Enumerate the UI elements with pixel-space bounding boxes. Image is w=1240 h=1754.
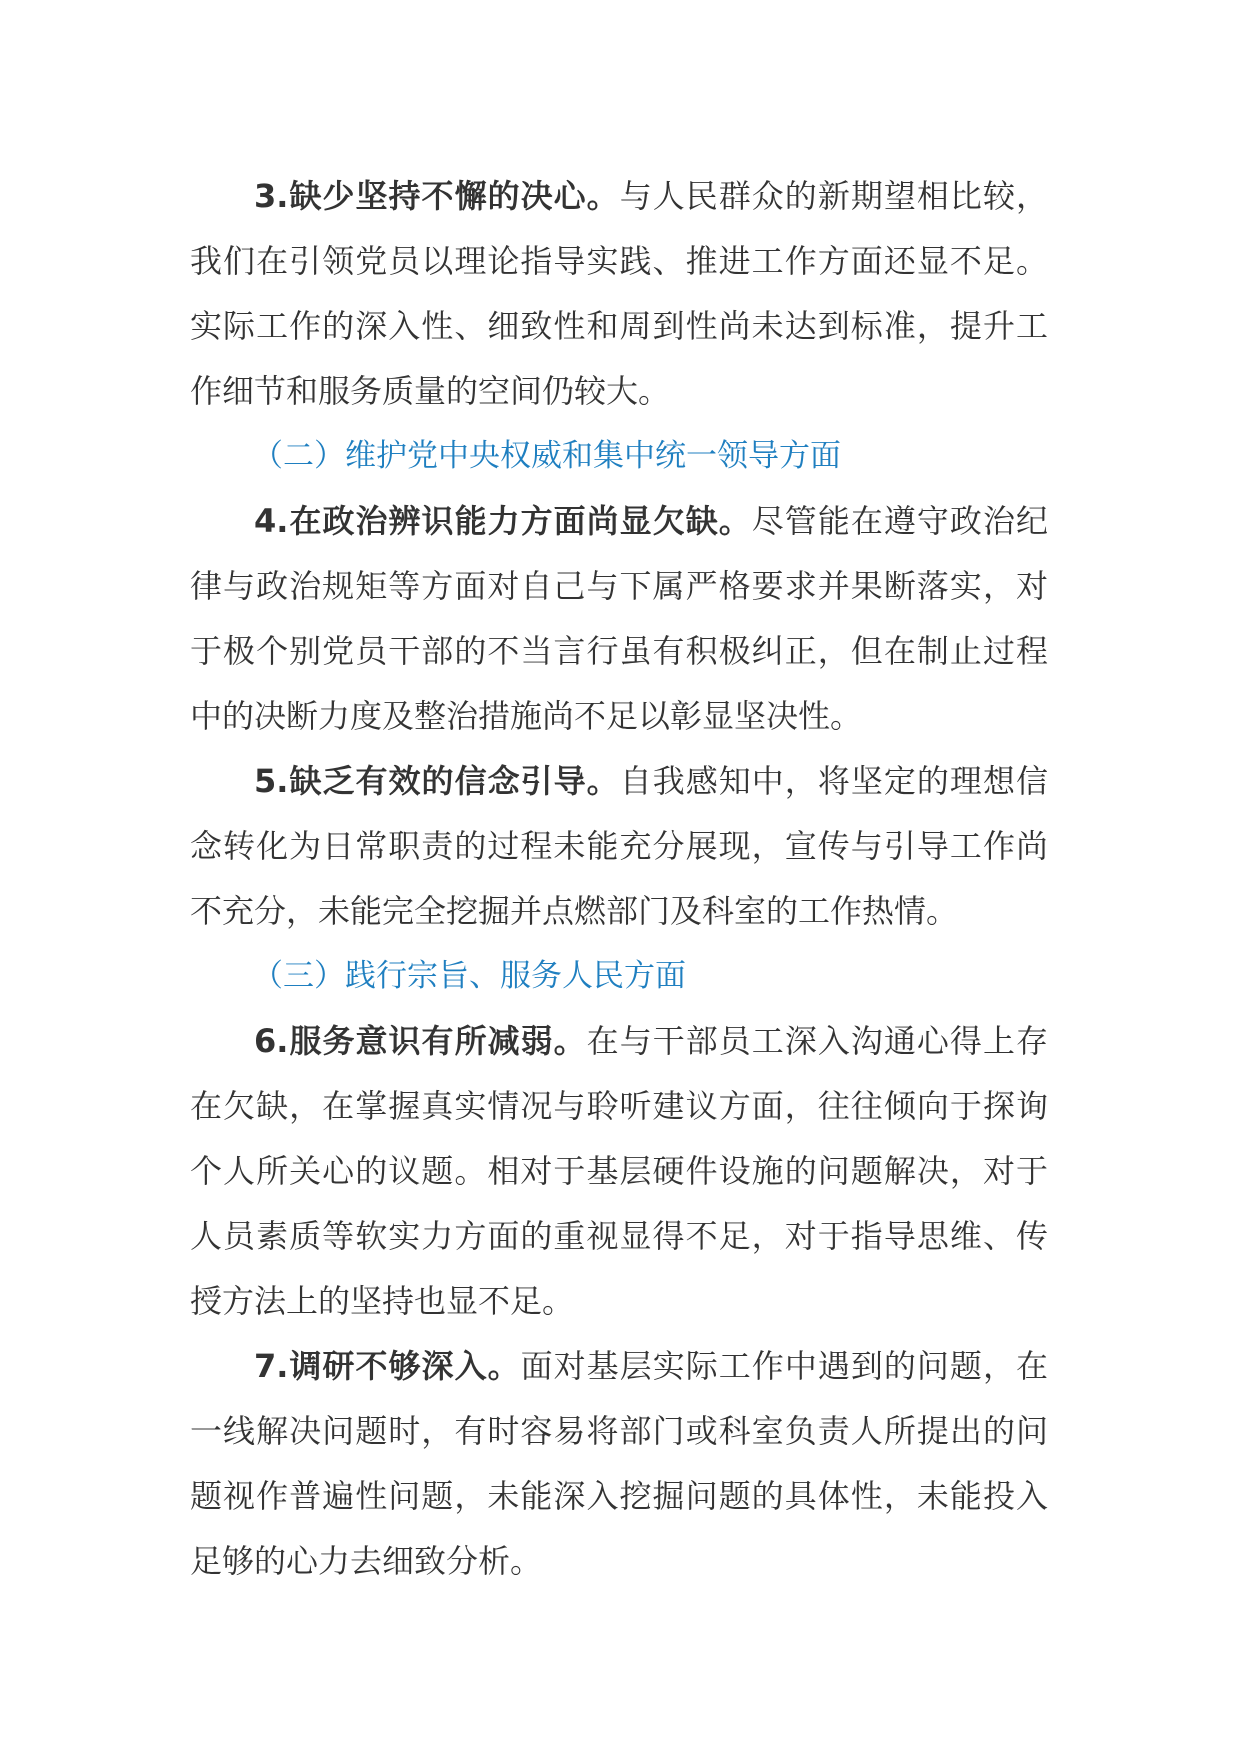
paragraph-7 [190,1334,1048,1594]
paragraph-4 [190,489,1048,749]
paragraph-3 [190,164,1048,424]
paragraph-lead: 6.服务意识有所减弱。 [254,1022,587,1060]
paragraph-6 [190,1009,1048,1334]
paragraph-lead: 7.调研不够深入。 [254,1347,521,1385]
paragraph-5 [190,749,1048,944]
paragraph-text: 与人民群众的新期望相比较，我们在引领党员以理论指导实践、推进工作方面还显不足。实际工作的深入性、细致性和周到性尚未达到标准，提升工作细节和服务质量的空间仍较大。 [190,177,1048,410]
paragraph-lead: 5.缺乏有效的信念引导。 [254,762,620,800]
paragraph-text: 自我感知中，将坚定的理想信念转化为日常职责的过程未能充分展现，宣传与引导工作尚不充分，未能完全挖掘并点燃部门及科室的工作热情。 [190,762,1048,930]
paragraph-text: 尽管能在遵守政治纪律与政治规矩等方面对自己与下属严格要求并果断落实，对于极个别党员干部的不当言行虽有积极纠正，但在制止过程中的决断力度及整治措施尚不足以彰显坚决性。 [190,502,1048,735]
section-heading-2: （二）维护党中央权威和集中统一领导方面 [252,438,841,474]
paragraph-lead: 3.缺少坚持不懈的决心。 [254,177,620,215]
section-heading-3: （三）践行宗旨、服务人民方面 [252,958,686,994]
paragraph-lead: 4.在政治辨识能力方面尚显欠缺。 [254,502,752,540]
document-body [190,164,1048,1594]
paragraph-text: 面对基层实际工作中遇到的问题，在一线解决问题时，有时容易将部门或科室负责人所提出的问题视作普遍性问题，未能深入挖掘问题的具体性，未能投入足够的心力去细致分析。 [190,1347,1048,1580]
paragraph-text: 在与干部员工深入沟通心得上存在欠缺，在掌握真实情况与聆听建议方面，往往倾向于探询个人所关心的议题。相对于基层硬件设施的问题解决，对于人员素质等软实力方面的重视显得不足，对于指导思维、传授方法上的坚持也显不足。 [190,1022,1048,1320]
